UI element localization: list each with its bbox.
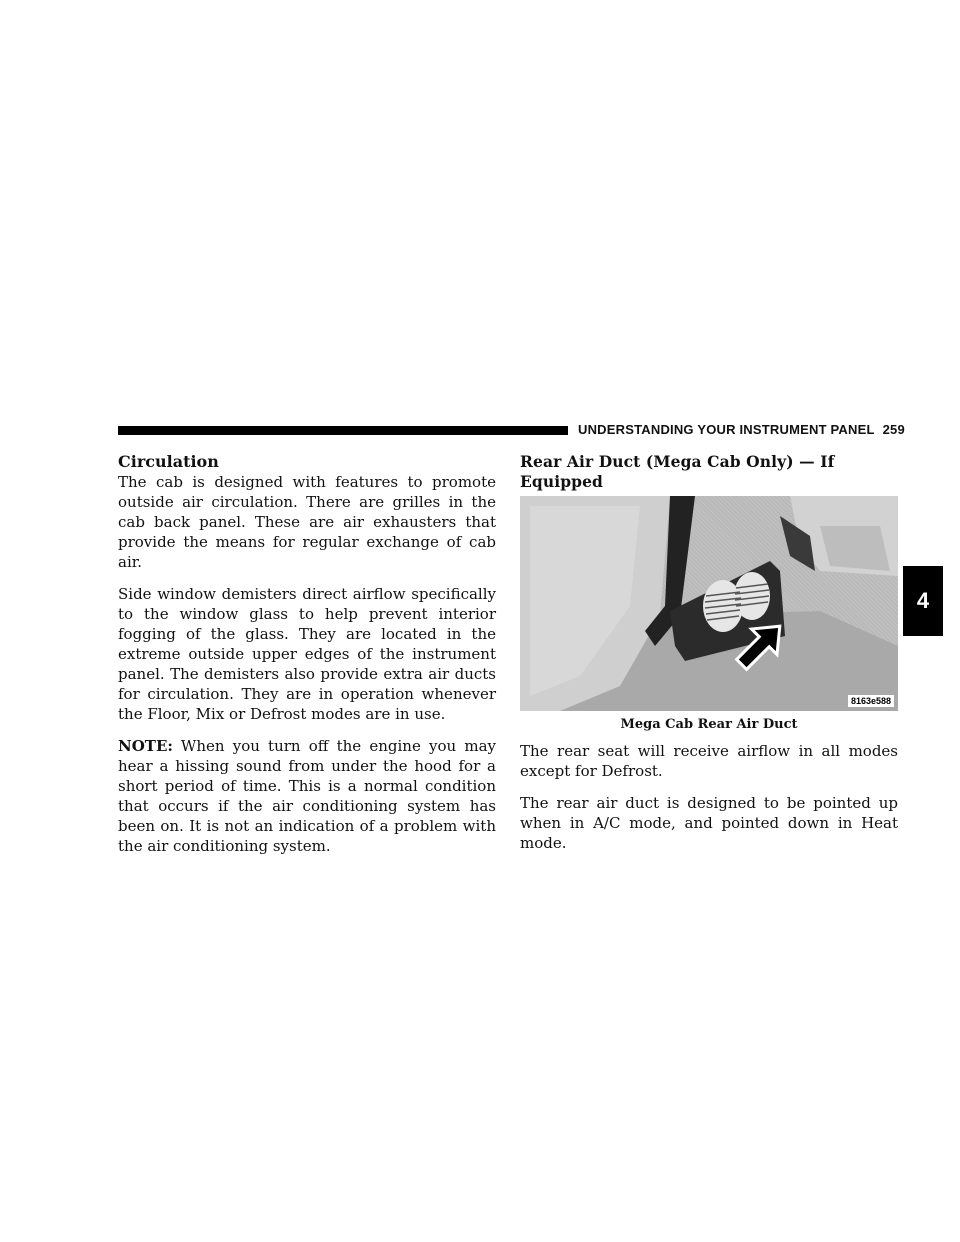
- right-column: [520, 452, 898, 865]
- photo-illustration: [520, 496, 898, 711]
- circulation-heading: Circulation: [118, 452, 219, 471]
- note-label: NOTE:: [118, 737, 173, 755]
- figure-code: 8163e588: [848, 695, 894, 707]
- note-text: When you turn off the engine you may hear a hissing sound from under the hood for a short period of time. This is a normal condition that occurs if the air conditioning system has been on. It is not an indication of a problem with the air conditioning system.: [118, 737, 496, 855]
- figure-caption: Mega Cab Rear Air Duct: [620, 717, 798, 732]
- rear-air-duct-heading: Rear Air Duct (Mega Cab Only) — If Equipped: [520, 452, 835, 491]
- page-number: 259: [882, 422, 905, 437]
- running-header: [578, 422, 905, 437]
- paragraph: Side window demisters direct airflow specifically to the window glass to help prevent interior fogging of the glass. They are located in the extreme outside upper edges of the instrument panel. The demisters also provide extra air ducts for circulation. They are in operation whenever the Floor, Mix or Defrost modes are in use.: [118, 585, 496, 723]
- rear-air-duct-photo: [520, 496, 898, 711]
- header-title: UNDERSTANDING YOUR INSTRUMENT PANEL: [578, 422, 875, 437]
- paragraph: The rear seat will receive airflow in all modes except for Defrost.: [520, 742, 898, 780]
- section-tab: 4: [903, 566, 943, 636]
- note-paragraph: [118, 736, 496, 856]
- header-rule: [118, 426, 568, 435]
- paragraph: The cab is designed with features to promote outside air circulation. There are grilles in the cab back panel. These are air exhausters that provide the means for regular exchange of cab air.: [118, 473, 496, 571]
- left-column: [118, 452, 496, 868]
- paragraph: The rear air duct is designed to be pointed up when in A/C mode, and pointed down in Heat mode.: [520, 794, 898, 852]
